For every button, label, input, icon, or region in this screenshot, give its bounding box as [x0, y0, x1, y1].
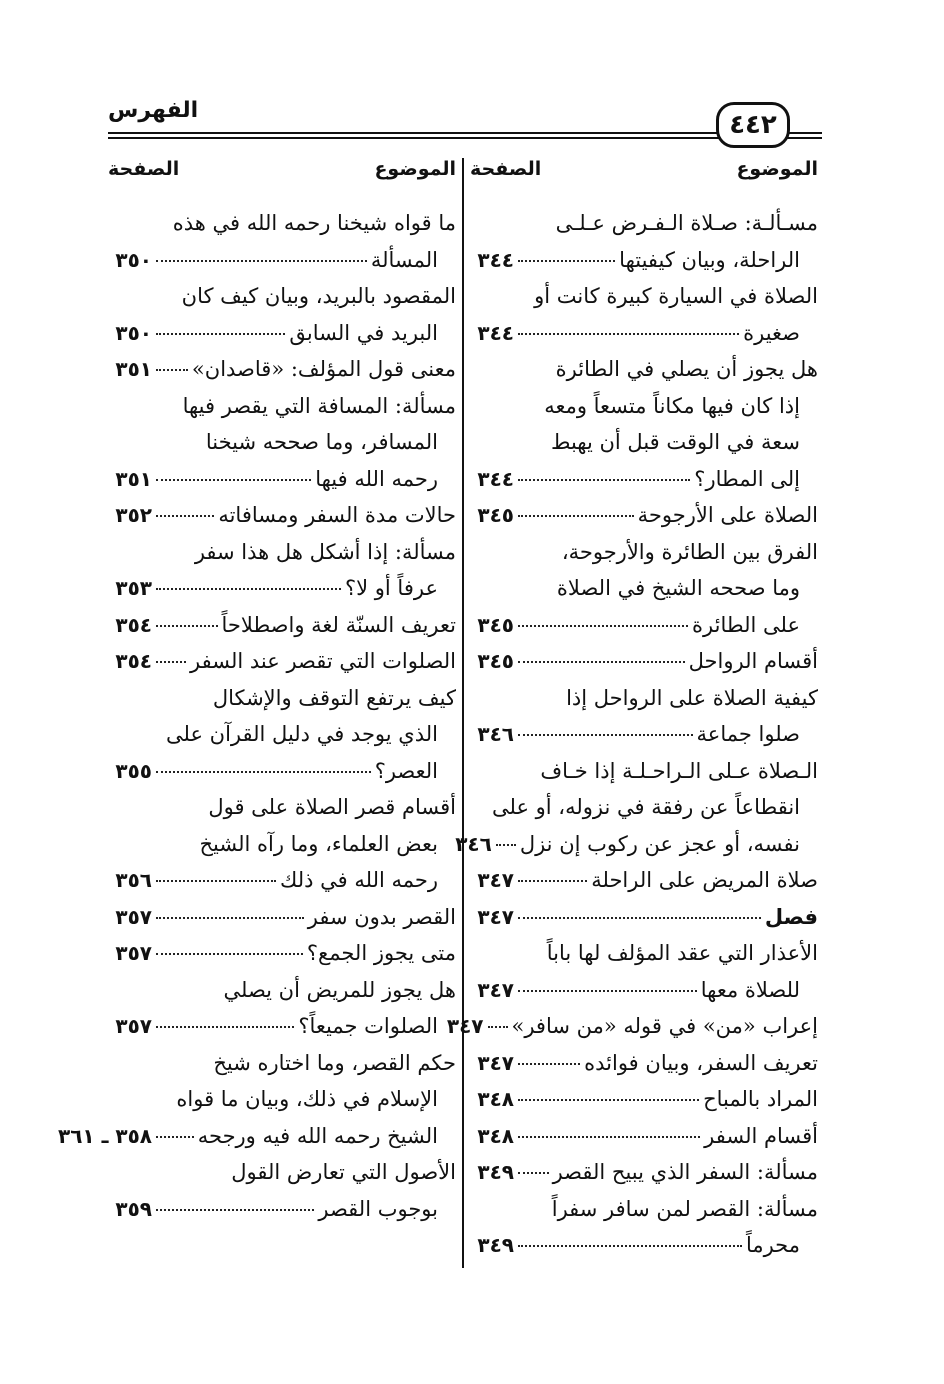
index-entry — [108, 680, 456, 790]
index-entry — [108, 643, 456, 680]
entry-text-line: أقسام قصر الصلاة على قول — [208, 795, 456, 819]
dot-leader — [518, 479, 690, 481]
entry-text-line: سعة في الوقت قبل أن يهبط — [551, 430, 800, 454]
entry-text-line: المسافر، وما صححه شيخنا — [205, 430, 438, 454]
right-topic-header: الموضوع — [736, 158, 818, 180]
right-page-header: الصفحة — [470, 158, 542, 180]
index-entry — [470, 1118, 818, 1155]
entry-title: إعراب «من» في قوله «من سافر» — [511, 1014, 818, 1038]
entry-last-line — [470, 461, 818, 498]
dot-leader — [518, 1245, 742, 1247]
entry-text-line: الأعذار التي عقد المؤلف لها باباً — [546, 941, 818, 965]
entry-page-number: ٣٤٦ — [477, 722, 514, 746]
column-divider — [462, 158, 464, 1268]
dot-leader — [518, 1136, 700, 1138]
entry-last-line — [470, 1045, 818, 1082]
index-entry — [470, 935, 818, 1008]
dot-leader — [518, 625, 688, 627]
entry-page-number: ٣٤٨ — [477, 1123, 514, 1148]
entry-last-line — [108, 351, 456, 388]
dot-leader — [156, 1136, 194, 1138]
dot-leader — [488, 1026, 508, 1028]
entry-page-number: ٣٥٣ — [115, 576, 152, 600]
entry-page-number: ٣٥٦ — [115, 868, 152, 892]
index-entry — [470, 1081, 818, 1118]
entry-page-number: ٣٤٤ — [477, 320, 514, 345]
index-entry — [470, 205, 818, 278]
dot-leader — [156, 479, 311, 481]
dot-leader — [156, 953, 303, 955]
entry-page-number: ٣٤٧ — [477, 904, 514, 929]
dot-leader — [156, 771, 371, 773]
index-entry — [470, 899, 818, 936]
entry-last-line — [470, 1154, 818, 1191]
dot-leader — [518, 1172, 549, 1174]
entry-last-line — [470, 716, 818, 753]
index-entry — [108, 205, 456, 278]
entry-last-line — [108, 899, 456, 936]
entry-title: أقسام الرواحل — [688, 649, 818, 673]
entry-last-line — [470, 972, 818, 1009]
entry-last-line — [108, 461, 456, 498]
entry-last-line — [470, 1081, 818, 1118]
entry-title: إلى المطار؟ — [694, 466, 800, 491]
entry-page-number: ٣٥٤ — [115, 612, 152, 637]
index-entry — [108, 534, 456, 607]
index-entry — [108, 607, 456, 644]
entry-title: الصلاة على الأرجوحة — [637, 503, 818, 527]
index-entry — [470, 497, 818, 534]
entry-page-number: ٣٤٧ — [477, 868, 514, 892]
entry-last-line — [470, 497, 818, 534]
header-rule — [108, 137, 822, 139]
entry-title: الشيخ رحمه الله فيه ورجحه — [197, 1123, 438, 1148]
entry-page-number: ٣٥٥ — [115, 758, 152, 783]
entry-last-line — [108, 862, 456, 899]
index-entry — [108, 899, 456, 936]
header-rule — [108, 132, 822, 134]
entry-page-number: ٣٤٤ — [477, 466, 514, 491]
entry-last-line — [57, 1118, 456, 1155]
index-entry — [470, 351, 818, 497]
dot-leader — [156, 917, 304, 919]
entry-title: الراحلة، وبيان كيفيتها — [619, 247, 800, 272]
entry-text-line: وما صححه الشيخ في الصلاة — [556, 576, 800, 600]
entry-text-line: هل يجوز أن يصلي في الطائرة — [555, 357, 818, 381]
entry-last-line — [108, 1008, 456, 1045]
entry-text-line: الـصلاة عـلى الـراحـلـة إذا خـاف — [540, 758, 818, 783]
entry-page-number: ٣٥٠ — [115, 320, 152, 345]
entry-page-number: ٣٤٦ — [455, 831, 492, 856]
dot-leader — [156, 515, 214, 517]
entry-title: على الطائرة — [692, 612, 800, 637]
dot-leader — [496, 844, 516, 846]
entry-text-line: انقطاعاً عن رفقة في نزوله، أو على — [492, 795, 800, 819]
entry-title: صغيرة — [743, 320, 800, 345]
entry-title: أقسام السفر — [704, 1123, 818, 1148]
entry-last-line — [470, 607, 818, 644]
entry-page-number: ٣٥٨ ـ ٣٦١ — [57, 1123, 152, 1148]
entry-page-number: ٣٥٩ — [115, 1196, 152, 1221]
entry-last-line — [470, 242, 818, 279]
dot-leader — [518, 734, 693, 736]
entry-title: نفسه، أو عجز عن ركوب إن نزل — [519, 831, 800, 856]
entry-title: الصلوات جميعاً؟ — [298, 1014, 438, 1038]
dot-leader — [518, 260, 615, 262]
entry-last-line — [470, 899, 818, 936]
entry-title: تعريف السفر، وبيان فوائده — [584, 1050, 818, 1075]
index-entry — [446, 1008, 818, 1045]
left-column — [57, 205, 456, 1227]
entry-text-line: الفرق بين الطائرة والأرجوحة، — [561, 539, 818, 564]
entry-page-number: ٣٤٥ — [477, 503, 514, 527]
dot-leader — [518, 515, 634, 517]
index-entry — [108, 278, 456, 351]
entry-page-number: ٣٤٥ — [477, 612, 514, 637]
entry-text-line: حكم القصر، وما اختاره شيخ — [213, 1050, 456, 1075]
dot-leader — [156, 1209, 314, 1211]
entry-last-line — [108, 935, 456, 972]
index-entry — [455, 753, 818, 863]
left-page-header: الصفحة — [108, 158, 180, 180]
entry-last-line — [108, 242, 456, 279]
entry-page-number: ٣٥٤ — [115, 649, 152, 673]
entry-page-number: ٣٥٠ — [115, 247, 152, 272]
entry-page-number: ٣٤٩ — [477, 1160, 514, 1184]
entry-page-number: ٣٤٨ — [477, 1087, 514, 1111]
dot-leader — [518, 880, 587, 882]
entry-page-number: ٣٤٧ — [477, 977, 514, 1002]
entry-text-line: المقصود بالبريد، وبيان كيف كان — [181, 284, 456, 308]
entry-page-number: ٣٤٤ — [477, 247, 514, 272]
entry-page-number: ٣٥٧ — [115, 1014, 152, 1038]
entry-page-number: ٣٤٥ — [477, 649, 514, 673]
entry-text-line: الذي يوجد في دليل القرآن على — [166, 722, 438, 746]
dot-leader — [518, 917, 761, 919]
dot-leader — [518, 661, 685, 663]
dot-leader — [156, 661, 186, 663]
entry-text-line: مسألة: القصر لمن سافر سفراً — [551, 1196, 818, 1221]
entry-page-number: ٣٥١ — [115, 466, 152, 491]
entry-last-line — [455, 826, 818, 863]
left-topic-header: الموضوع — [374, 158, 456, 180]
entry-title: رحمه الله في ذلك — [280, 868, 438, 892]
entry-page-number: ٣٤٧ — [477, 1050, 514, 1075]
entry-text-line: كيف يرتفع التوقف والإشكال — [212, 685, 456, 710]
dot-leader — [156, 369, 188, 371]
entry-title: بوجوب القصر — [318, 1196, 438, 1221]
index-entry — [108, 935, 456, 972]
entry-last-line — [108, 607, 456, 644]
entry-text-line: بعض العلماء، وما رآه الشيخ — [199, 831, 438, 856]
entry-page-number: ٣٥١ — [115, 357, 152, 381]
index-entry — [470, 534, 818, 644]
entry-last-line — [470, 862, 818, 899]
entry-title: فصل — [764, 904, 818, 929]
entry-text-line: إذا كان فيها مكاناً متسعاً ومعه — [544, 393, 800, 418]
entry-text-line: كيفية الصلاة على الرواحل إذا — [566, 685, 818, 710]
index-entry — [470, 1154, 818, 1191]
entry-title: تعريف السنّة لغة واصطلاحاً — [221, 612, 456, 637]
dot-leader — [156, 333, 285, 335]
entry-page-number: ٣٥٧ — [115, 941, 152, 965]
entry-page-number: ٣٤٩ — [477, 1233, 514, 1257]
entry-last-line — [470, 643, 818, 680]
entry-title: العصر؟ — [374, 758, 438, 783]
dot-leader — [156, 1026, 294, 1028]
dot-leader — [156, 625, 218, 627]
entry-title: البريد في السابق — [289, 320, 438, 345]
entry-title: متى يجوز الجمع؟ — [306, 941, 456, 965]
entry-last-line — [470, 1118, 818, 1155]
dot-leader — [156, 880, 276, 882]
entry-title: رحمه الله فيها — [315, 466, 438, 491]
index-entry — [108, 388, 456, 498]
dot-leader — [156, 588, 341, 590]
entry-title: صلاة المريض على الراحلة — [591, 868, 818, 892]
entry-last-line — [446, 1008, 818, 1045]
entry-text-line: مسألة: إذا أشكل هل هذا سفر — [194, 539, 456, 564]
dot-leader — [518, 333, 739, 335]
entry-last-line — [108, 643, 456, 680]
entry-page-number: ٣٥٢ — [115, 503, 152, 527]
entry-text-line: ما قواه شيخنا رحمه الله في هذه — [172, 211, 456, 235]
dot-leader — [518, 990, 697, 992]
entry-title: الصلوات التي تقصر عند السفر — [190, 649, 456, 673]
entry-text-line: مسألة: المسافة التي يقصر فيها — [182, 393, 456, 418]
index-entry — [108, 351, 456, 388]
entry-last-line — [470, 1227, 818, 1264]
index-entry — [470, 862, 818, 899]
index-entry — [108, 1154, 456, 1227]
index-entry — [57, 1045, 456, 1155]
entry-text-line: الصلاة في السيارة كبيرة كانت أو — [534, 284, 818, 308]
right-column — [446, 205, 818, 1264]
entry-title: محرماً — [745, 1233, 800, 1257]
index-entry — [470, 1191, 818, 1264]
entry-title: عرفاً أو لا؟ — [344, 576, 438, 600]
index-entry — [108, 789, 456, 899]
entry-page-number: ٣٥٧ — [115, 904, 152, 929]
entry-last-line — [108, 1191, 456, 1228]
index-entry — [470, 278, 818, 351]
entry-text-line: هل يجوز للمريض أن يصلي — [223, 977, 456, 1002]
dot-leader — [518, 1063, 580, 1065]
entry-title: القصر بدون سفر — [307, 904, 456, 929]
entry-text-line: مسـألـة: صـلاة الـفـرض عـلـى — [555, 211, 818, 235]
entry-title: صلوا جماعة — [696, 722, 800, 746]
dot-leader — [156, 260, 367, 262]
entry-last-line — [108, 497, 456, 534]
section-title: الفهرس — [108, 98, 199, 123]
entry-text-line: الإسلام في ذلك، وبيان ما قواه — [176, 1087, 438, 1111]
index-entry — [470, 643, 818, 680]
entry-page-number: ٣٤٧ — [446, 1014, 484, 1038]
entry-title: المسألة — [370, 247, 438, 272]
index-entry — [108, 497, 456, 534]
entry-last-line — [108, 570, 456, 607]
entry-title: حالات مدة السفر ومسافاته — [218, 503, 456, 527]
index-entry — [108, 972, 456, 1045]
entry-last-line — [108, 315, 456, 352]
entry-last-line — [470, 315, 818, 352]
page-header — [108, 96, 822, 156]
index-entry — [470, 1045, 818, 1082]
dot-leader — [518, 1099, 699, 1101]
entry-title: معنى قول المؤلف: «قاصدان» — [191, 357, 456, 381]
page-number: ٤٤٢ — [716, 102, 790, 148]
entry-text-line: الأصول التي تعارض القول — [231, 1160, 456, 1184]
entry-title: للصلاة معها — [700, 977, 800, 1002]
entry-last-line — [108, 753, 456, 790]
entry-title: مسألة: السفر الذي يبيح القصر — [552, 1160, 818, 1184]
index-entry — [470, 680, 818, 753]
entry-title: المراد بالمباح — [703, 1087, 818, 1111]
